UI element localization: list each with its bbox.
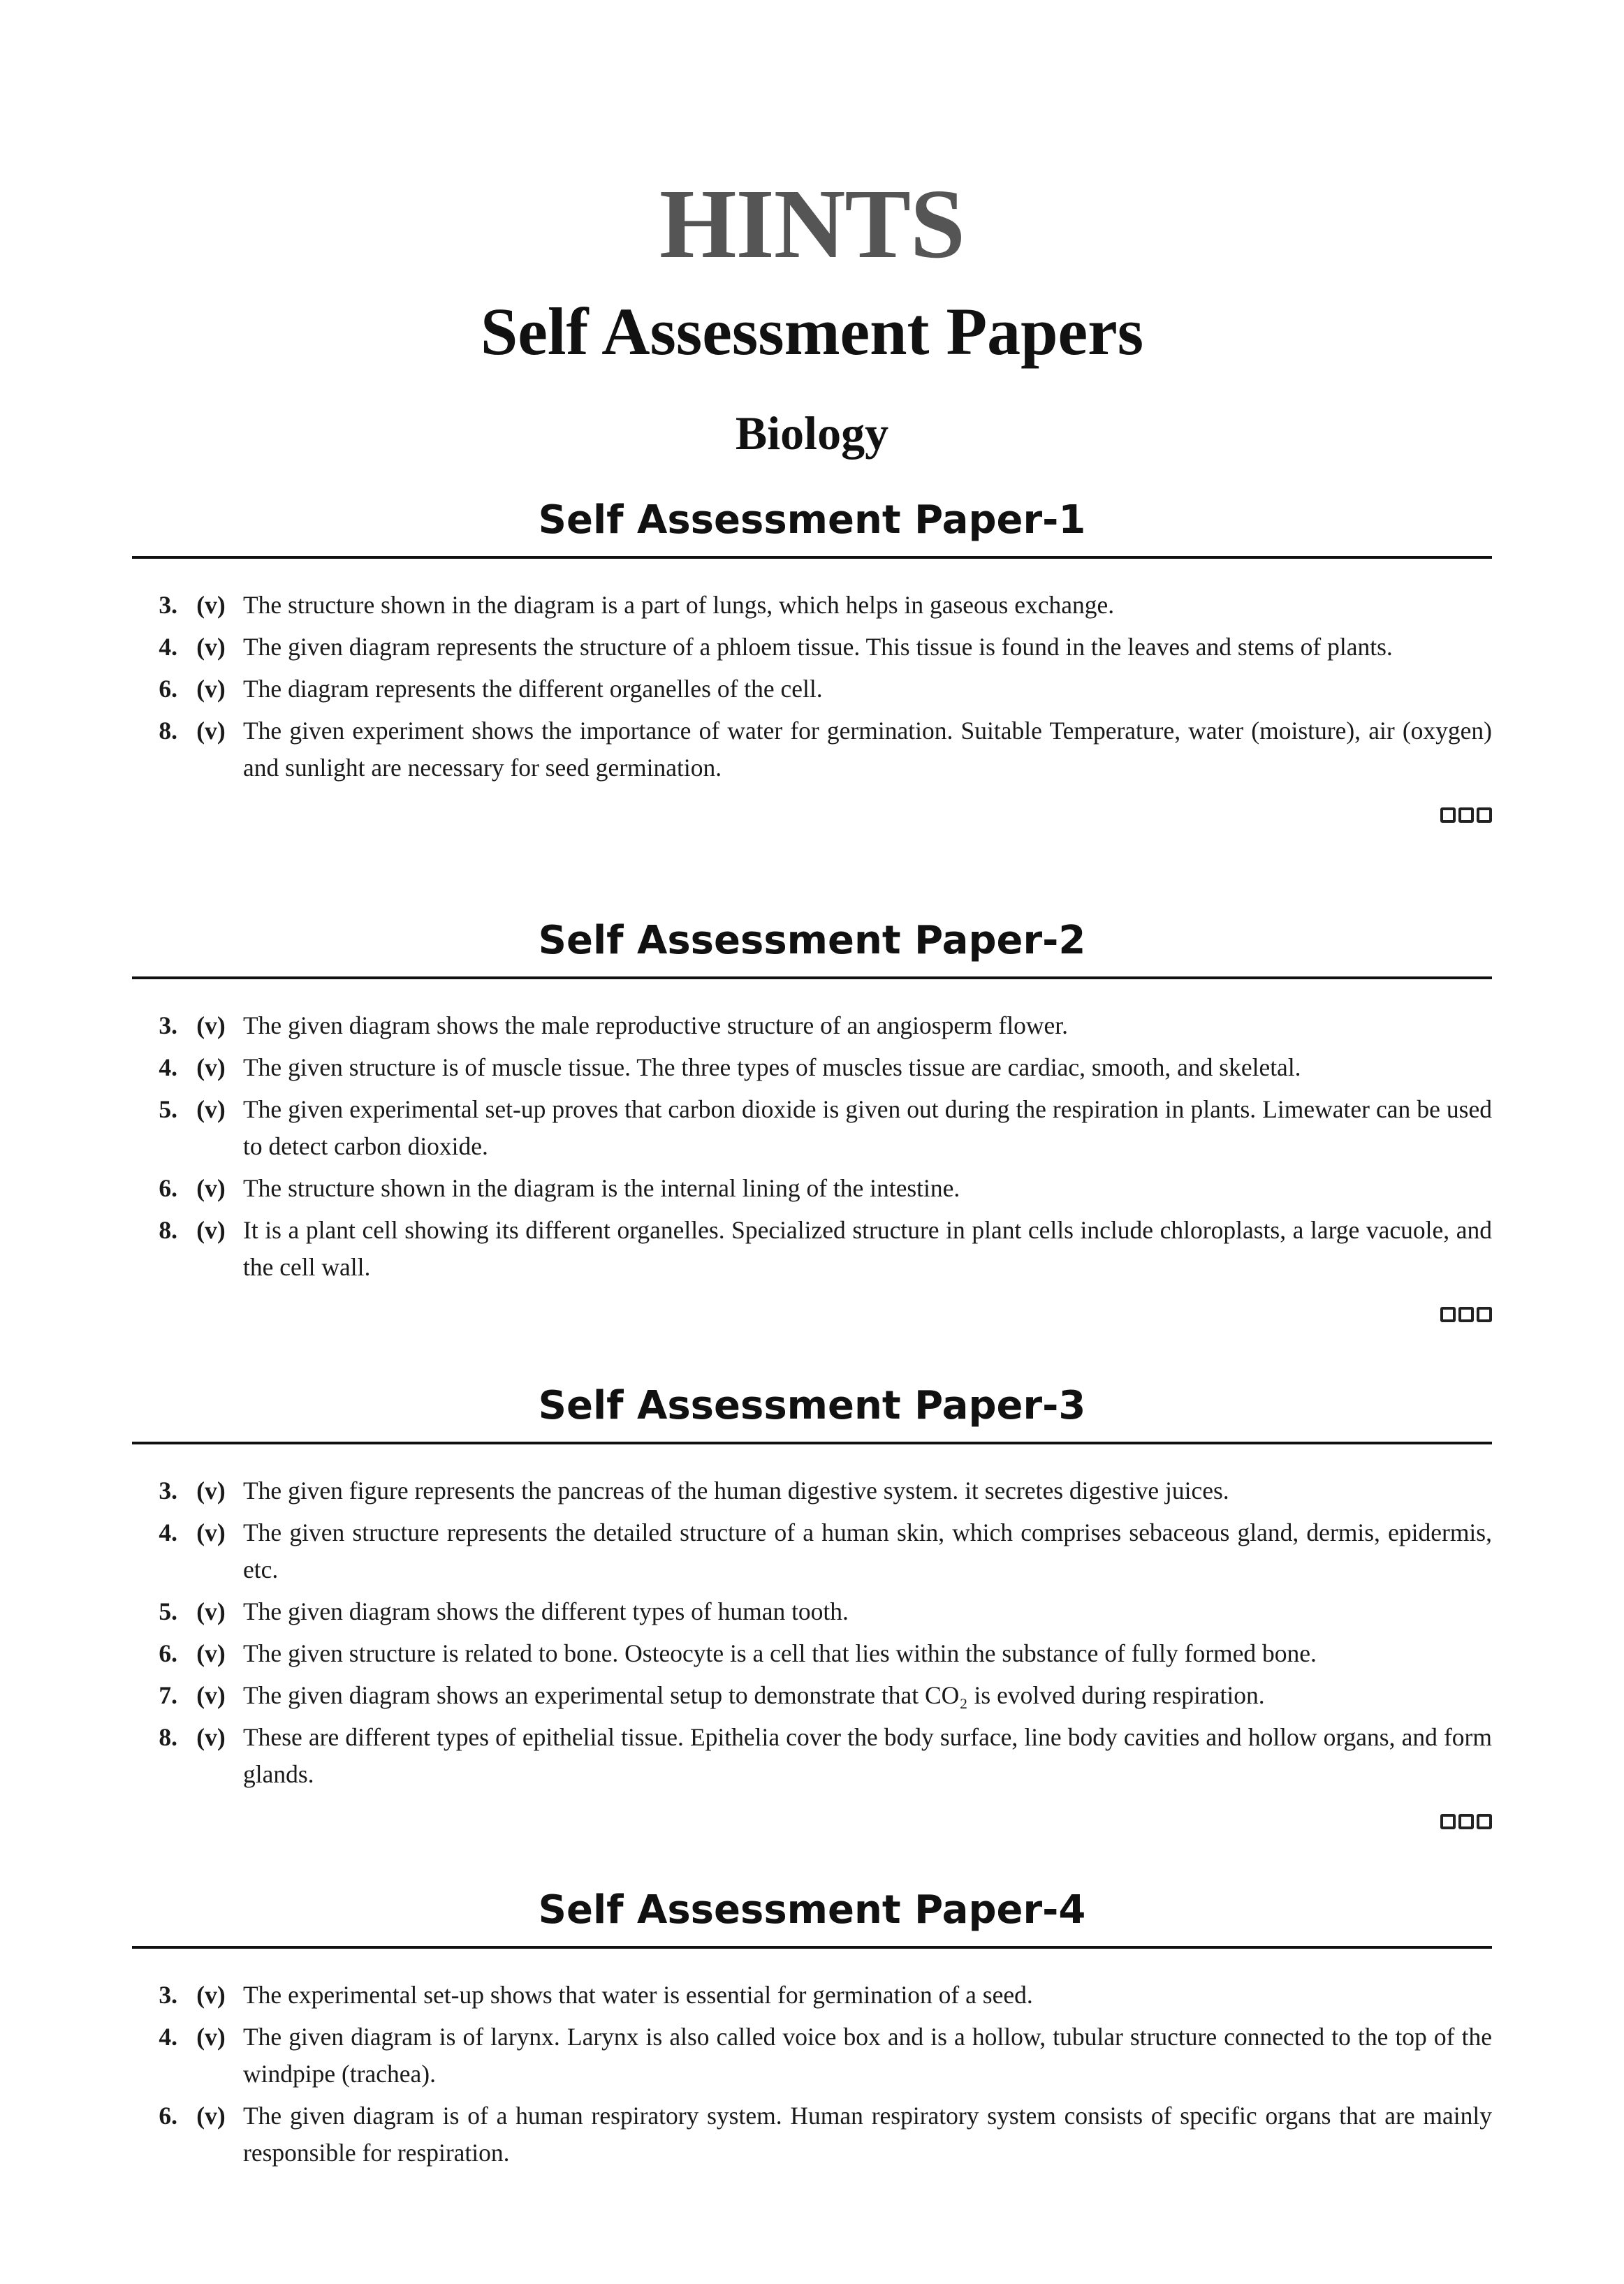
list-item [132, 1170, 1492, 1207]
item-tag: (v) [196, 1011, 226, 1039]
list-item [132, 1007, 1492, 1044]
item-text: The experimental set-up shows that water is essential for germination of a seed. [243, 1981, 1033, 2009]
list-item [132, 1635, 1492, 1672]
section-paper-4 [132, 1886, 1492, 2176]
item-number: 7. [159, 1681, 177, 1709]
square-icon [1440, 1307, 1456, 1322]
list-item [132, 1677, 1492, 1714]
list-item [132, 2019, 1492, 2093]
list-item [132, 1514, 1492, 1588]
item-tag: (v) [196, 1053, 226, 1081]
item-text: The diagram represents the different organelles of the cell. [243, 675, 823, 703]
item-text: The given diagram is of larynx. Larynx is also called voice box and is a hollow, tubular structure connected to the top of the windpipe (trachea). [243, 2023, 1492, 2088]
section-paper-3 [132, 1382, 1492, 1829]
item-number: 3. [159, 591, 177, 619]
subject-heading: Biology [735, 407, 889, 460]
item-text: The given diagram shows the male reproductive structure of an angiosperm flower. [243, 1011, 1068, 1039]
item-number: 5. [159, 1597, 177, 1625]
item-tag: (v) [196, 1518, 226, 1546]
item-text: The given diagram is of a human respiratory system. Human respiratory system consists of specific organs that are mainly responsible for respiration. [243, 2102, 1492, 2167]
square-icon [1458, 1307, 1474, 1322]
item-tag: (v) [196, 1477, 226, 1505]
item-number: 8. [159, 1723, 177, 1751]
item-number: 6. [159, 2102, 177, 2130]
section-paper-1 [132, 496, 1492, 823]
item-tag: (v) [196, 675, 226, 703]
item-number: 8. [159, 1216, 177, 1244]
item-text: The given structure is of muscle tissue. The three types of muscles tissue are cardiac, smooth, and skeletal. [243, 1053, 1301, 1081]
list-item [132, 1091, 1492, 1165]
item-tag: (v) [196, 1174, 226, 1202]
item-number: 3. [159, 1981, 177, 2009]
item-text: The given structure is related to bone. Osteocyte is a cell that lies within the substance of fully formed bone. [243, 1639, 1317, 1667]
item-number: 3. [159, 1011, 177, 1039]
list-item [132, 587, 1492, 624]
list-item [132, 1472, 1492, 1509]
section-paper-2 [132, 916, 1492, 1322]
list-item [132, 1593, 1492, 1630]
item-number: 4. [159, 1518, 177, 1546]
list-item [132, 1719, 1492, 1793]
section-title: Self Assessment Paper-1 [132, 496, 1492, 559]
item-tag: (v) [196, 591, 226, 619]
square-icon [1477, 807, 1492, 823]
item-text: The given diagram shows the different types of human tooth. [243, 1597, 849, 1625]
square-icon [1477, 1814, 1492, 1829]
square-icon [1440, 807, 1456, 823]
hints-heading: HINTS [659, 168, 965, 279]
item-text: It is a plant cell showing its different organelles. Specialized structure in plant cells include chloroplasts, a large vacuole, and the cell wall. [243, 1216, 1492, 1281]
item-tag: (v) [196, 633, 226, 661]
item-number: 5. [159, 1095, 177, 1123]
item-text: The structure shown in the diagram is a part of lungs, which helps in gaseous exchange. [243, 591, 1115, 619]
section-title: Self Assessment Paper-4 [132, 1886, 1492, 1949]
item-number: 3. [159, 1477, 177, 1505]
item-tag: (v) [196, 1639, 226, 1667]
item-tag: (v) [196, 1597, 226, 1625]
list-item [132, 1049, 1492, 1086]
item-number: 6. [159, 1174, 177, 1202]
list-item [132, 712, 1492, 786]
item-number: 6. [159, 1639, 177, 1667]
item-number: 6. [159, 675, 177, 703]
item-number: 4. [159, 2023, 177, 2051]
item-tag: (v) [196, 717, 226, 745]
item-text: The structure shown in the diagram is the internal lining of the intestine. [243, 1174, 960, 1202]
item-tag: (v) [196, 1981, 226, 2009]
item-number: 4. [159, 633, 177, 661]
square-icon [1458, 807, 1474, 823]
item-tag: (v) [196, 1216, 226, 1244]
page-title: Self Assessment Papers [480, 294, 1144, 369]
item-number: 8. [159, 717, 177, 745]
section-end-mark [132, 1814, 1492, 1829]
square-icon [1440, 1814, 1456, 1829]
list-item [132, 1977, 1492, 2014]
item-tag: (v) [196, 1723, 226, 1751]
item-text: These are different types of epithelial tissue. Epithelia cover the body surface, line body cavities and hollow organs, and form glands. [243, 1723, 1492, 1788]
section-end-mark [132, 807, 1492, 823]
section-title: Self Assessment Paper-3 [132, 1382, 1492, 1444]
square-icon [1458, 1814, 1474, 1829]
list-item [132, 1212, 1492, 1286]
list-item [132, 629, 1492, 666]
square-icon [1477, 1307, 1492, 1322]
item-tag: (v) [196, 2023, 226, 2051]
list-item [132, 2098, 1492, 2172]
item-text: The given experiment shows the importance of water for germination. Suitable Temperature, water (moisture), air (oxygen) and sunlight are necessary for seed germination. [243, 717, 1492, 782]
section-title: Self Assessment Paper-2 [132, 916, 1492, 979]
section-end-mark [132, 1307, 1492, 1322]
item-number: 4. [159, 1053, 177, 1081]
item-text: The given structure represents the detailed structure of a human skin, which comprises sebaceous gland, dermis, epidermis, etc. [243, 1518, 1492, 1583]
item-tag: (v) [196, 1095, 226, 1123]
item-text: The given diagram shows an experimental setup to demonstrate that CO₂ is evolved during respiration. [243, 1681, 1265, 1709]
item-tag: (v) [196, 2102, 226, 2130]
list-item [132, 671, 1492, 708]
item-text: The given experimental set-up proves that carbon dioxide is given out during the respiration in plants. Limewater can be used to detect carbon dioxide. [243, 1095, 1492, 1160]
item-text: The given figure represents the pancreas of the human digestive system. it secretes digestive juices. [243, 1477, 1229, 1505]
item-text: The given diagram represents the structure of a phloem tissue. This tissue is found in the leaves and stems of plants. [243, 633, 1393, 661]
item-tag: (v) [196, 1681, 226, 1709]
